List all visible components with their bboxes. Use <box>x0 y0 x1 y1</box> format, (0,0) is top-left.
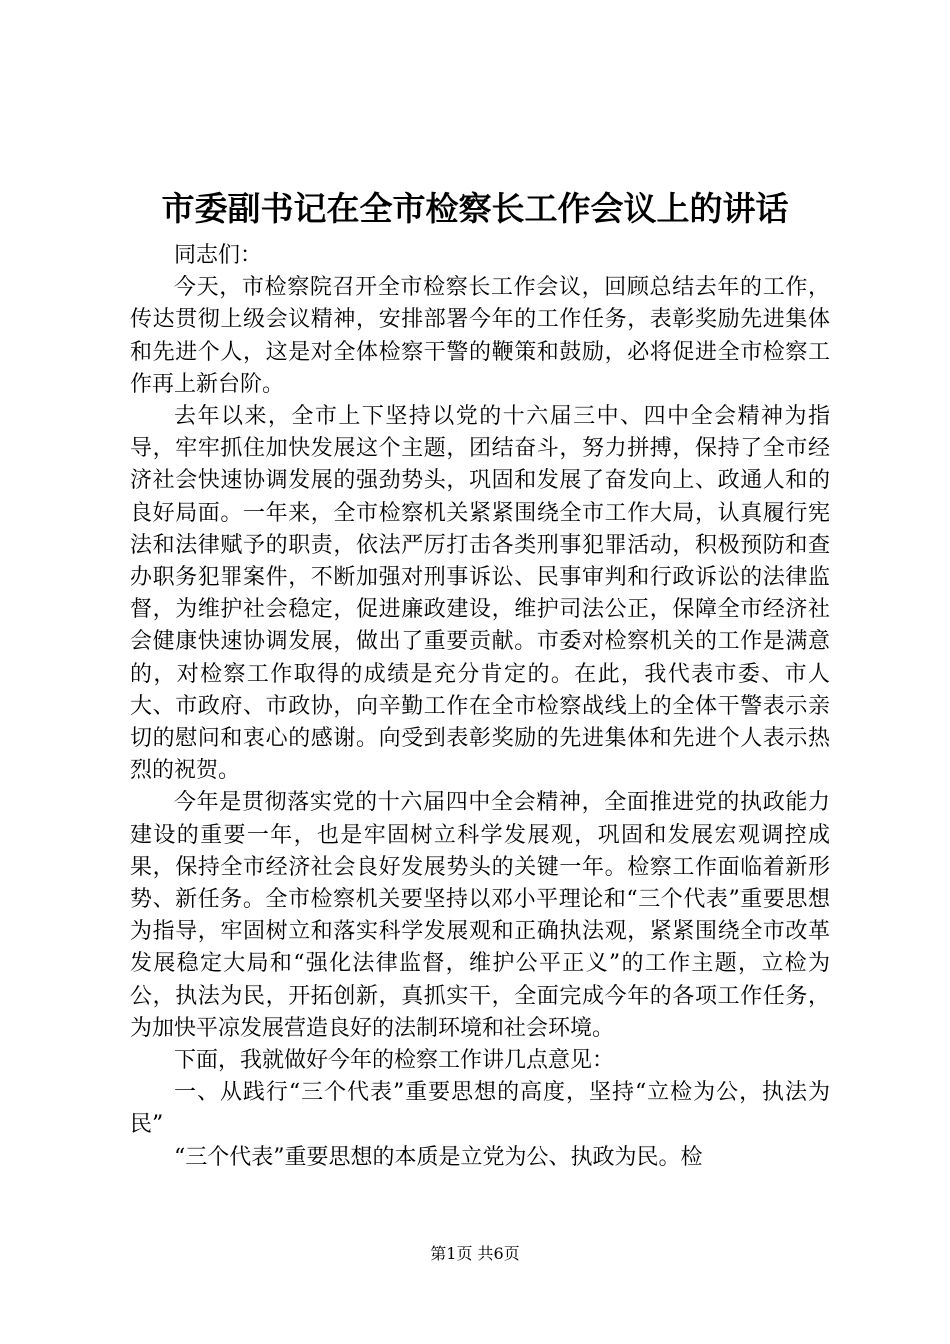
document-title: 市委副书记在全市检察长工作会议上的讲话 <box>161 189 789 228</box>
salutation-paragraph: 同志们： <box>174 243 263 268</box>
body-paragraph: 下面，我就做好今年的检察工作讲几点意见： <box>174 1048 615 1074</box>
document-body <box>130 240 830 1174</box>
body-paragraph: 今年是贯彻落实党的十六届四中全会精神，全面推进党的执政能力建设的重要一年，也是牢固树立科学发展观，巩固和发展宏观调控成果，保持全市经济社会良好发展势头的关键一年。检察工作面临着新形势、新任务。全市检察机关要坚持以邓小平理论和“三个代表”重要思想为指导，牢固树立和落实科学发展观和正确执法观，紧紧围绕全市改革发展稳定大局和“强化法律监督，维护公平正义”的工作主题，立检为公，执法为民，开拓创新，真抓实干，全面完成今年的各项工作任务，为加快平凉发展营造良好的法制环境和社会环境。 <box>130 790 830 1041</box>
body-paragraph: 去年以来，全市上下坚持以党的十六届三中、四中全会精神为指导，牢牢抓住加快发展这个主题，团结奋斗，努力拼搏，保持了全市经济社会快速协调发展的强劲势头，巩固和发展了奋发向上、政通人和的良好局面。一年来，全市检察机关紧紧围绕全市工作大局，认真履行宪法和法律赋予的职责，依法严厉打击各类刑事犯罪活动，积极预防和查办职务犯罪案件，不断加强对刑事诉讼、民事审判和行政诉讼的法律监督，为维护社会稳定，促进廉政建设，维护司法公正，保障全市经济社会健康快速协调发展，做出了重要贡献。市委对检察机关的工作是满意的，对检察工作取得的成绩是充分肯定的。在此，我代表市委、市人大、市政府、市政协，向辛勤工作在全市检察战线上的全体干警表示亲切的慰问和衷心的感谢。向受到表彰奖励的先进集体和先进个人表示热烈的祝贺。 <box>130 404 830 784</box>
page-number-footer: 第1页 共6页 <box>430 1244 520 1263</box>
body-paragraph: 今天，市检察院召开全市检察长工作会议，回顾总结去年的工作，传达贯彻上级会议精神，安排部署今年的工作任务，表彰奖励先进集体和先进个人，这是对全体检察干警的鞭策和鼓励，必将促进全市检察工作再上新台阶。 <box>130 275 830 397</box>
section-heading: 一、从践行“三个代表”重要思想的高度，坚持“立检为公，执法为民” <box>130 1080 830 1138</box>
body-paragraph: “三个代表”重要思想的本质是立党为公、执政为民。检 <box>174 1144 703 1170</box>
